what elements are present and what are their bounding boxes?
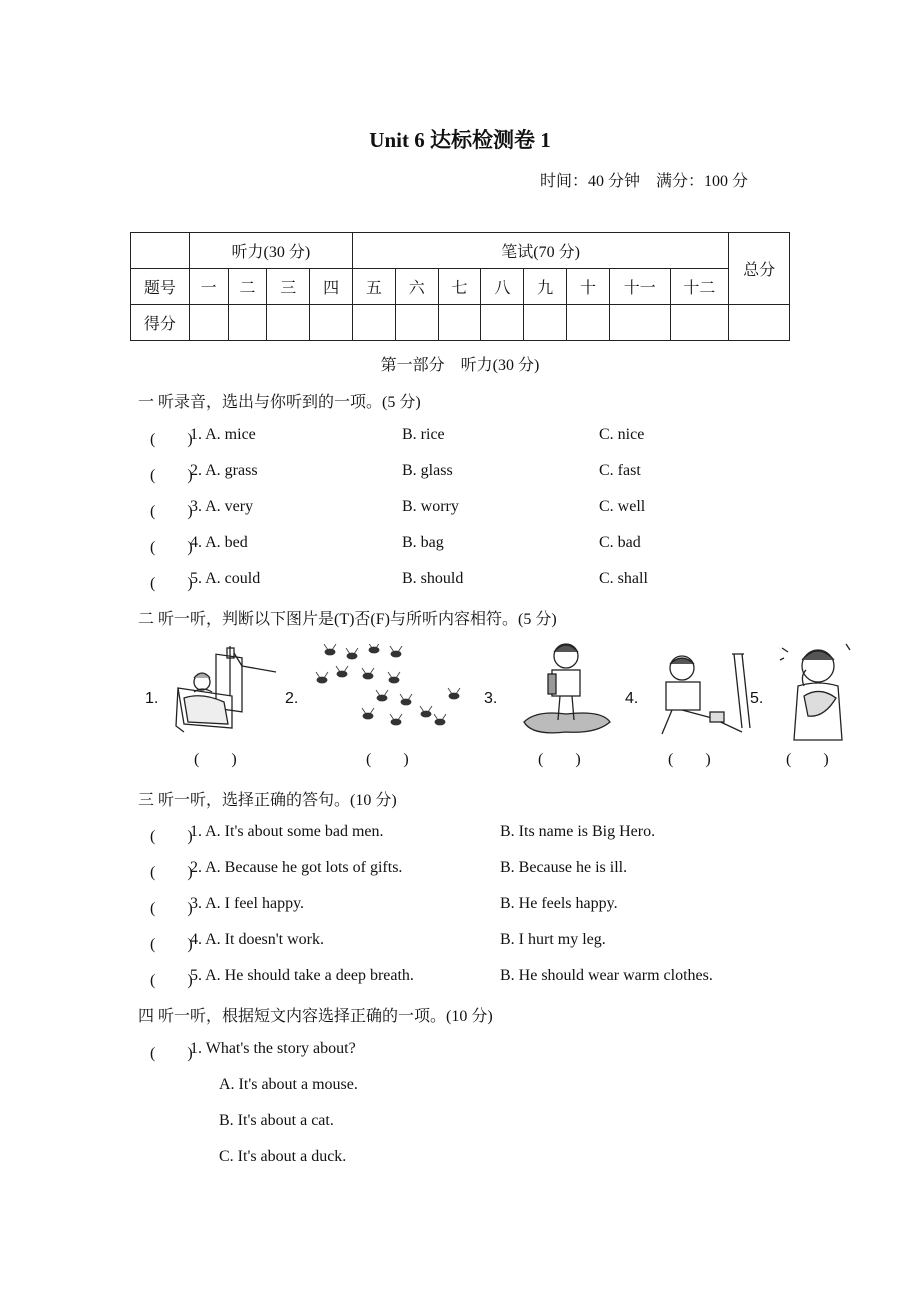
option-b: B. He should wear warm clothes. [500,967,713,984]
option-a: 4. A. It doesn't work. [190,931,324,948]
picture-number: 1. [145,690,159,707]
option-a: 4. A. bed [190,534,248,551]
score-cell[interactable] [481,305,524,341]
section4-heading: 四 听一听，根据短文内容选择正确的一项。(10 分) [138,1008,493,1025]
answer-blank[interactable]: ( ) [150,575,193,592]
score-cell[interactable] [395,305,438,341]
sick-girl-in-bed-icon [172,636,280,736]
row-label-score: 得分 [131,305,190,341]
option-b: B. Because he is ill. [500,859,628,876]
score-cell[interactable] [524,305,567,341]
boy-standing-in-puddle-icon [516,636,616,740]
option-b: B. Its name is Big Hero. [500,823,656,840]
option-b: B. rice [402,426,445,443]
option-c: C. bad [599,534,641,551]
page-title: Unit 6 达标检测卷 1 [369,128,551,152]
judge-blank[interactable]: ( ) [786,751,829,768]
option-b: B. He feels happy. [500,895,618,912]
listening-header: 听力(30 分) [189,233,352,269]
number-cell: 七 [438,269,481,305]
option-c: C. nice [599,426,645,443]
answer-blank[interactable]: ( ) [150,864,193,881]
score-cell[interactable] [228,305,267,341]
option-a: A. It's about a mouse. [219,1076,358,1093]
option-b: B. bag [402,534,444,551]
answer-blank[interactable]: ( ) [150,936,193,953]
section3-heading: 三 听一听，选择正确的答句。(10 分) [138,792,397,809]
number-cell: 三 [267,269,310,305]
option-a: 3. A. I feel happy. [190,895,305,912]
number-cell: 八 [481,269,524,305]
judge-blank[interactable]: ( ) [668,751,711,768]
number-cell: 五 [353,269,396,305]
option-a: 1. A. It's about some bad men. [190,823,384,840]
total-score-cell[interactable] [729,305,790,341]
judge-blank[interactable]: ( ) [366,751,409,768]
score-cell[interactable] [189,305,228,341]
score-cell[interactable] [567,305,610,341]
option-c: C. fast [599,462,641,479]
option-a: 5. A. could [190,570,261,587]
option-b: B. worry [402,498,459,515]
number-cell: 四 [310,269,353,305]
score-cell[interactable] [310,305,353,341]
number-cell: 六 [395,269,438,305]
picture-number: 5. [750,690,764,707]
picture-number: 4. [625,690,639,707]
answer-blank[interactable]: ( ) [150,972,193,989]
answer-blank[interactable]: ( ) [150,539,193,556]
table-corner-cell [131,233,190,269]
score-cell[interactable] [438,305,481,341]
score-cell[interactable] [609,305,670,341]
score-cell[interactable] [670,305,729,341]
option-a: 1. A. mice [190,426,256,443]
option-c: C. well [599,498,646,515]
option-b: B. I hurt my leg. [500,931,606,948]
boy-fanning-hot-icon [776,636,860,742]
option-b: B. should [402,570,464,587]
answer-blank[interactable]: ( ) [150,467,193,484]
option-a: 3. A. very [190,498,254,515]
score-cell[interactable] [267,305,310,341]
option-a: 2. A. Because he got lots of gifts. [190,859,403,876]
answer-blank[interactable]: ( ) [150,828,193,845]
option-b: B. glass [402,462,453,479]
judge-blank[interactable]: ( ) [194,751,237,768]
number-cell: 十一 [609,269,670,305]
judge-blank[interactable]: ( ) [538,751,581,768]
score-cell[interactable] [353,305,396,341]
section1-heading: 一 听录音，选出与你听到的一项。(5 分) [138,394,421,411]
number-cell: 一 [189,269,228,305]
option-b: B. It's about a cat. [219,1112,334,1129]
exam-meta: 时间：40 分钟 满分：100 分 [540,173,749,190]
answer-blank[interactable]: ( ) [150,1045,193,1062]
part1-title: 第一部分 听力(30 分) [380,357,540,374]
option-c: C. It's about a duck. [219,1148,347,1165]
option-c: C. shall [599,570,648,587]
answer-blank[interactable]: ( ) [150,900,193,917]
writing-header: 笔试(70 分) [353,233,729,269]
flies-swarm-icon [310,644,470,736]
score-table [130,232,790,341]
number-cell: 十 [567,269,610,305]
row-label-number: 题号 [131,269,190,305]
question-stem: 1. What's the story about? [190,1040,356,1057]
option-a: 2. A. grass [190,462,258,479]
option-a: 5. A. He should take a deep breath. [190,967,414,984]
number-cell: 十二 [670,269,729,305]
answer-blank[interactable]: ( ) [150,503,193,520]
section2-heading: 二 听一听，判断以下图片是(T)否(F)与所听内容相符。(5 分) [138,611,557,628]
picture-number: 3. [484,690,498,707]
total-header: 总分 [729,233,790,305]
answer-blank[interactable]: ( ) [150,431,193,448]
number-cell: 二 [228,269,267,305]
picture-number: 2. [285,690,299,707]
number-cell: 九 [524,269,567,305]
